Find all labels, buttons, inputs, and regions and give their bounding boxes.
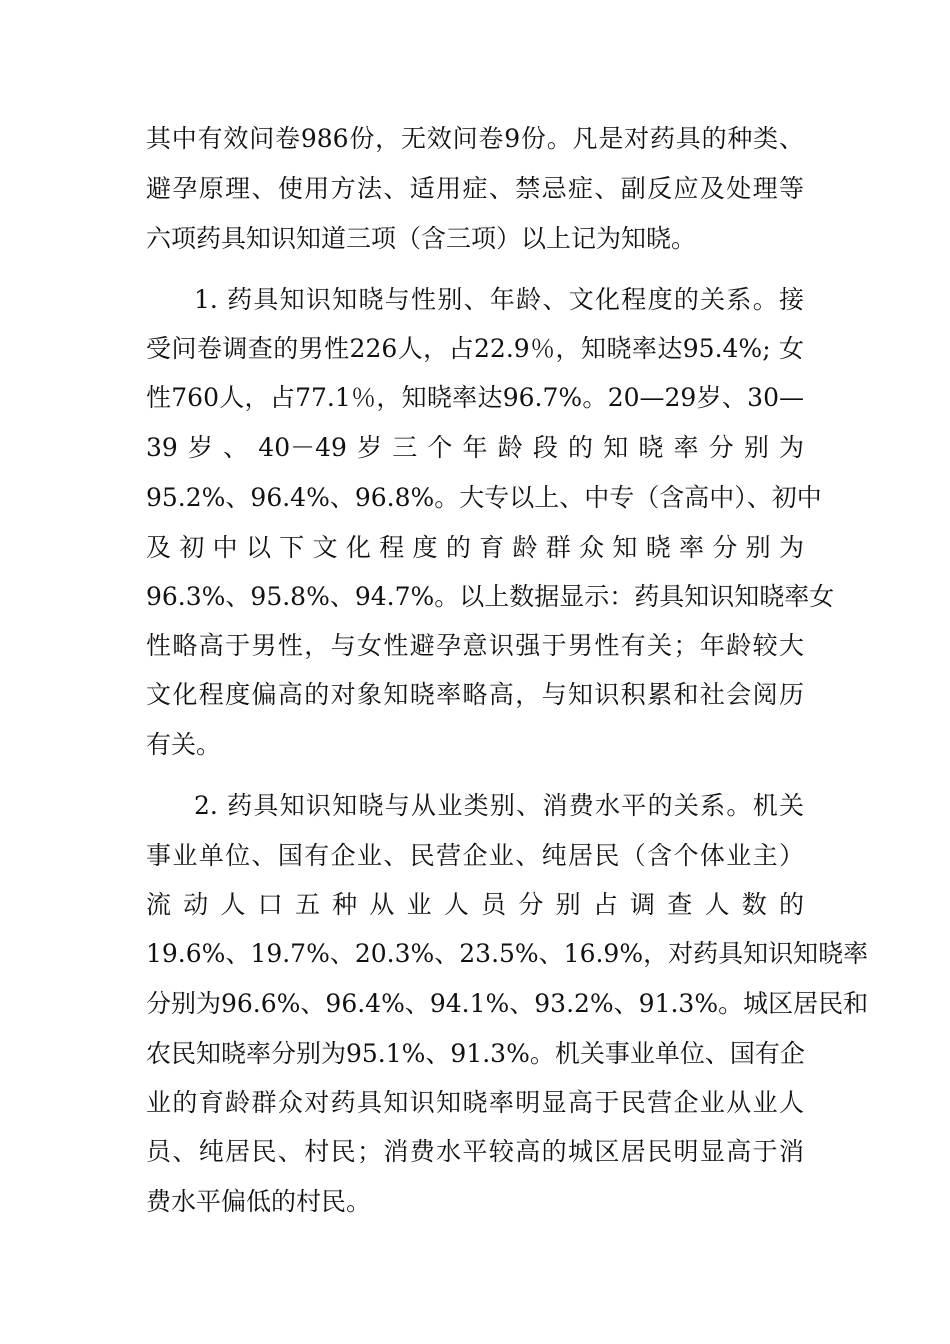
text-line: 农民知晓率分别为95.1%、91.3%。机关事业单位、国有企 (146, 1039, 805, 1068)
text-line: 及初中以下文化程度的育龄群众知晓率分别为 (146, 533, 804, 562)
text-line: 2. 药具知识知晓与从业类别、消费水平的关系。机关 (194, 791, 804, 820)
text-line: 分别为96.6%、96.4%、94.1%、93.2%、91.3%。城区居民和 (146, 989, 869, 1018)
text-line: 文化程度偏高的对象知晓率略高，与知识积累和社会阅历 (146, 680, 804, 709)
text-line: 受问卷调查的男性226人，占22.9％，知晓率达95.4%; 女 (146, 334, 804, 363)
text-line: 员、纯居民、村民；消费水平较高的城区居民明显高于消 (146, 1137, 804, 1166)
text-line: 96.3%、95.8%、94.7%。以上数据显示：药具知识知晓率女 (146, 582, 835, 611)
text-line: 性略高于男性，与女性避孕意识强于男性有关；年龄较大 (146, 631, 804, 660)
text-line: 39岁、40－49岁三个年龄段的知晓率分别为 (146, 433, 804, 462)
text-line: 流动人口五种从业人员分别占调查人数的 (146, 890, 804, 919)
text-line: 费水平偏低的村民。 (146, 1187, 372, 1216)
text-line: 19.6%、19.7%、20.3%、23.5%、16.9%，对药具知识知晓率 (146, 939, 869, 968)
text-line: 有关。 (146, 730, 222, 759)
text-line: 95.2%、96.4%、96.8%。大专以上、中专（含高中）、初中 (146, 483, 822, 512)
text-line: 1. 药具知识知晓与性别、年龄、文化程度的关系。接 (194, 285, 804, 314)
text-line: 六项药具知识知道三项（含三项）以上记为知晓。 (146, 224, 697, 253)
text-line: 事业单位、国有企业、民营企业、纯居民（含个体业主） (146, 841, 804, 870)
text-line: 性760人，占77.1％，知晓率达96.7%。20—29岁、30— (146, 383, 804, 412)
text-line: 业的育龄群众对药具知识知晓率明显高于民营企业从业人 (146, 1088, 804, 1117)
text-line: 避孕原理、使用方法、适用症、禁忌症、副反应及处理等 (146, 174, 804, 203)
text-line: 其中有效问卷986份，无效问卷9份。凡是对药具的种类、 (146, 124, 804, 153)
